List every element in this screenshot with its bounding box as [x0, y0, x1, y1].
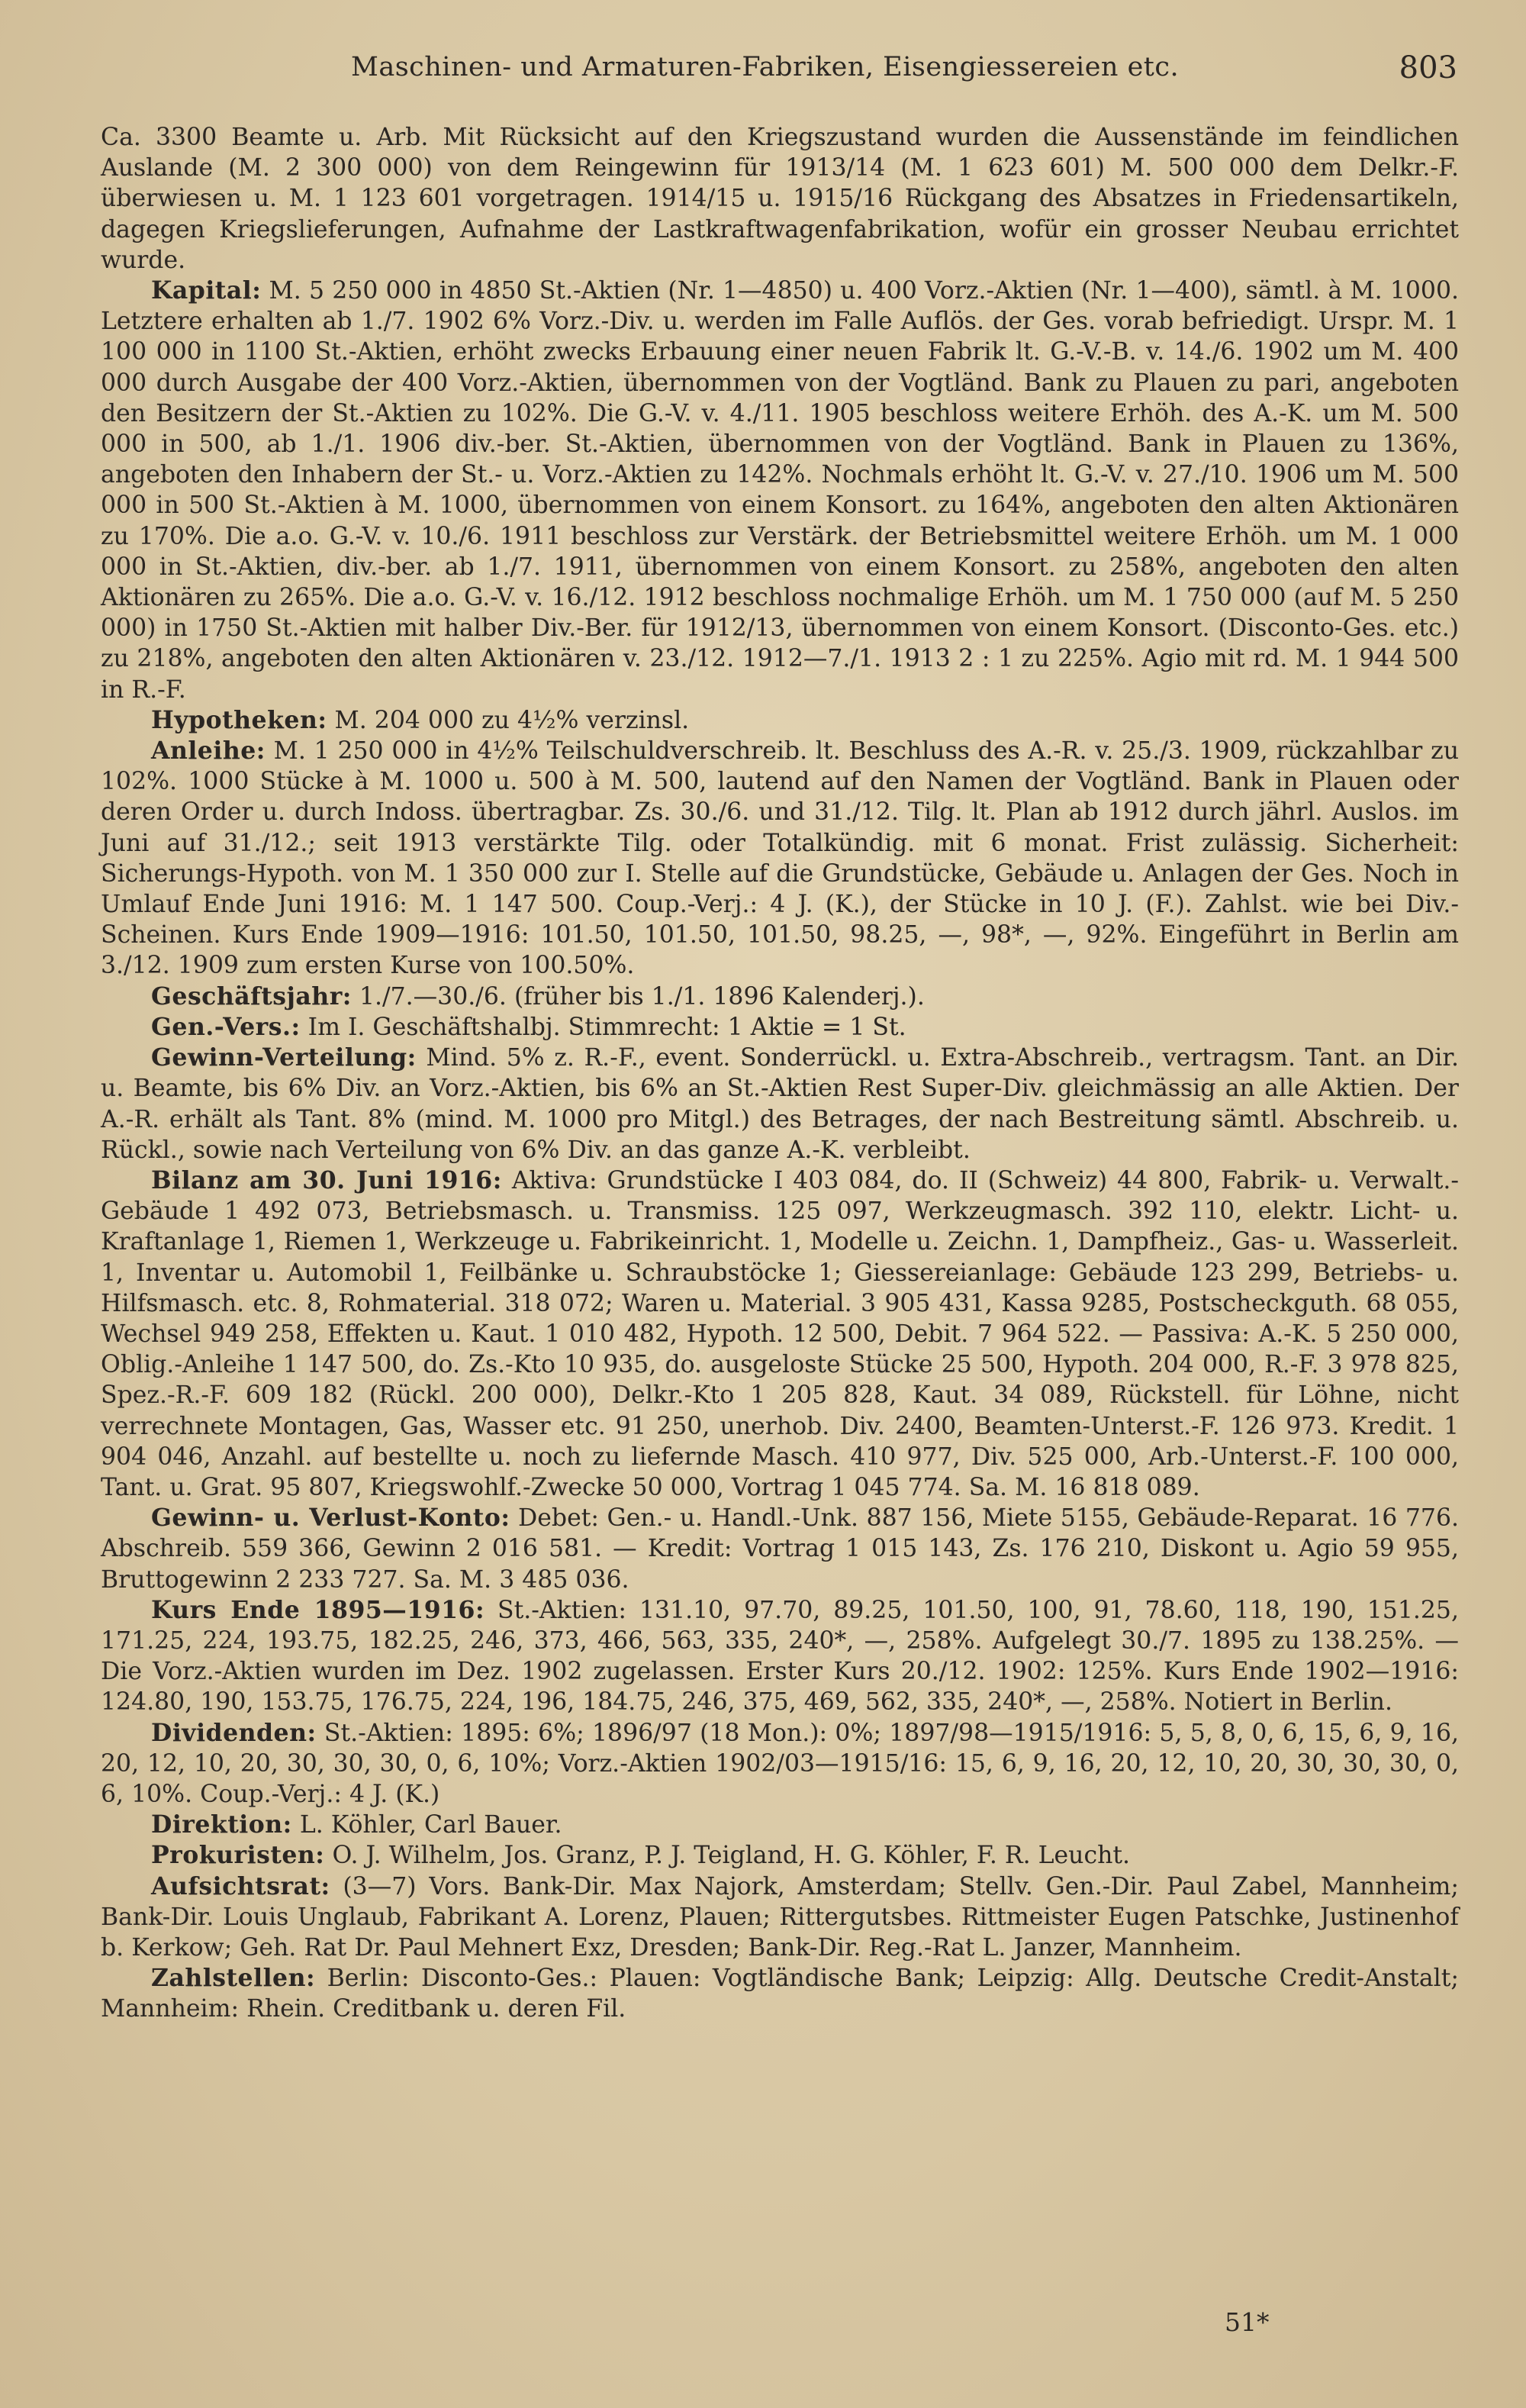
- section-gewinn-verteilung-text: Mind. 5% z. R.-F., event. Sonderrückl. u. Extra-Abschreib., vertragsm. Tant. an Dir. u. Beamte, bis 6% Div. an Vorz.-Aktien, bis 6% an St.-Aktien Rest Super-Div. gleichmässig an alle Aktien. Der A.-R. erhält als Tant. 8% (mind. M. 1000 pro Mitgl.) des Betrages, der nach Bestreitung sämtl. Abschreib. u. Rückl., sowie nach Verteilung von 6% Div. an das ganze A.-K. verbleibt.: [101, 1044, 1459, 1164]
- section-gewinn-verteilung: [101, 1043, 1459, 1165]
- intro-text: Ca. 3300 Beamte u. Arb. Mit Rücksicht auf den Kriegszustand wurden die Aussenstände im feindlichen Auslande (M. 2 300 000) von dem Reingewinn für 1913/14 (M. 1 623 601) M. 500 000 dem Delkr.-F. überwiesen u. M. 1 123 601 vorgetragen. 1914/15 u. 1915/16 Rückgang des Absatzes in Friedensartikeln, dagegen Kriegslieferungen, Aufnahme der Lastkraftwagenfabrikation, wofür ein grosser Neubau errichtet wurde.: [101, 124, 1459, 274]
- intro-paragraph: [101, 122, 1459, 276]
- section-gewinn-verteilung-label: Gewinn-Verteilung:: [151, 1043, 417, 1072]
- running-head: Maschinen- und Armaturen-Fabriken, Eisengiessereien etc.: [351, 52, 1180, 82]
- page-header: [99, 47, 1457, 93]
- section-gen-vers-text: Im I. Geschäftshalbj. Stimmrecht: 1 Aktie = 1 St.: [307, 1013, 906, 1041]
- section-prokuristen-label: Prokuristen:: [151, 1841, 325, 1870]
- section-kapital-label: Kapital:: [151, 276, 262, 305]
- section-gen-vers: [101, 1012, 1459, 1043]
- section-bilanz: [101, 1165, 1459, 1503]
- section-kapital: [101, 276, 1459, 705]
- section-geschaeftsjahr: [101, 982, 1459, 1012]
- section-dividenden: [101, 1718, 1459, 1810]
- section-aufsichtsrat: [101, 1871, 1459, 1964]
- section-dividenden-label: Dividenden:: [151, 1718, 317, 1747]
- section-anleihe-label: Anleihe:: [151, 737, 266, 766]
- section-hypotheken-text: M. 204 000 zu 4½% verzinsl.: [334, 706, 690, 734]
- section-hypotheken-label: Hypotheken:: [151, 705, 327, 734]
- section-prokuristen: [101, 1840, 1459, 1871]
- section-kurs: [101, 1595, 1459, 1718]
- section-geschaeftsjahr-text: 1./7.—30./6. (früher bis 1./1. 1896 Kalenderj.).: [359, 982, 925, 1011]
- section-gewinn-verlust-text: Debet: Gen.- u. Handl.-Unk. 887 156, Miete 5155, Gebäude-Reparat. 16 776. Abschreib. 559 366, Gewinn 2 016 581. — Kredit: Vortrag 1 015 143, Zs. 176 210, Diskont u. Agio 59 955, Bruttogewinn 2 233 727. Sa. M. 3 485 036.: [101, 1504, 1460, 1594]
- section-hypotheken: [101, 705, 1459, 736]
- section-dividenden-text: St.-Aktien: 1895: 6%; 1896/97 (18 Mon.): 0%; 1897/98—1915/1916: 5, 5, 8, 0, 6, 15, 6, 9, 16, 20, 12, 10, 20, 30, 30, 30, 0, 6, 10%; Vorz.-Aktien 1902/03—1915/16: 15, 6, 9, 16, 20, 12, 10, 20, 30, 30, 30, 0, 6, 10%. Coup.-Verj.: 4 J. (K.): [101, 1719, 1459, 1808]
- section-gewinn-verlust-label: Gewinn- u. Verlust-Konto:: [151, 1504, 510, 1533]
- section-direktion: [101, 1810, 1459, 1840]
- section-kurs-text: St.-Aktien: 131.10, 97.70, 89.25, 101.50, 100, 91, 78.60, 118, 190, 151.25, 171.25, 224, 193.75, 182.25, 246, 373, 466, 563, 335, 240*, —, 258%. Aufgelegt 30./7. 1895 zu 138.25%. — Die Vorz.-Aktien wurden im Dez. 1902 zugelassen. Erster Kurs 20./12. 1902: 125%. Kurs Ende 1902—1916: 124.80, 190, 153.75, 176.75, 224, 196, 184.75, 246, 375, 469, 562, 335, 240*, —, 258%. Notiert in Berlin.: [101, 1596, 1459, 1717]
- section-direktion-label: Direktion:: [151, 1810, 292, 1839]
- signature-mark: 51*: [1225, 2307, 1270, 2337]
- section-zahlstellen: [101, 1963, 1459, 2024]
- section-zahlstellen-text: Berlin: Disconto-Ges.: Plauen: Vogtländische Bank; Leipzig: Allg. Deutsche Credit-Anstalt; Mannheim: Rhein. Creditbank u. deren Fil.: [101, 1965, 1459, 2023]
- section-zahlstellen-label: Zahlstellen:: [151, 1964, 316, 1993]
- section-bilanz-label: Bilanz am 30. Juni 1916:: [151, 1165, 502, 1194]
- section-kurs-label: Kurs Ende 1895—1916:: [151, 1595, 485, 1624]
- section-anleihe-text: M. 1 250 000 in 4½% Teilschuldverschreib. lt. Beschluss des A.-R. v. 25./3. 1909, rückzahlbar zu 102%. 1000 Stücke à M. 1000 u. 500 à M. 500, lautend auf den Namen der Vogtländ. Bank in Plauen oder deren Order u. durch Indoss. übertragbar. Zs. 30./6. und 31./12. Tilg. lt. Plan ab 1912 durch jährl. Auslos. im Juni auf 31./12.; seit 1913 verstärkte Tilg. oder Totalkündig. mit 6 monat. Frist zulässig. Sicherheit: Sicherungs-Hypoth. von M. 1 350 000 zur I. Stelle auf die Grundstücke, Gebäude u. Anlagen der Ges. Noch in Umlauf Ende Juni 1916: M. 1 147 500. Coup.-Verj.: 4 J. (K.), der Stücke in 10 J. (F.). Zahlst. wie bei Div.-Scheinen. Kurs Ende 1909—1916: 101.50, 101.50, 101.50, 98.25, —, 98*, —, 92%. Eingeführt in Berlin am 3./12. 1909 zum ersten Kurse von 100.50%.: [101, 737, 1459, 980]
- section-aufsichtsrat-text: (3—7) Vors. Bank-Dir. Max Najork, Amsterdam; Stellv. Gen.-Dir. Paul Zabel, Mannheim; Bank-Dir. Louis Unglaub, Fabrikant A. Lorenz, Plauen; Rittergutsbes. Rittmeister Eugen Patschke, Justinenhof b. Kerkow; Geh. Rat Dr. Paul Mehnert Exz, Dresden; Bank-Dir. Reg.-Rat L. Janzer, Mannheim.: [101, 1872, 1459, 1962]
- section-gen-vers-label: Gen.-Vers.:: [151, 1012, 301, 1041]
- section-geschaeftsjahr-label: Geschäftsjahr:: [151, 982, 352, 1011]
- section-anleihe: [101, 736, 1459, 982]
- section-direktion-text: L. Köhler, Carl Bauer.: [299, 1811, 562, 1839]
- section-bilanz-text: Aktiva: Grundstücke I 403 084, do. II (Schweiz) 44 800, Fabrik- u. Verwalt.-Gebäude 1 492 073, Betriebsmasch. u. Transmiss. 125 097, Werkzeugmasch. 392 110, elektr. Licht- u. Kraftanlage 1, Riemen 1, Werkzeuge u. Fabrikeinricht. 1, Modelle u. Zeichn. 1, Dampfheiz., Gas- u. Wasserleit. 1, Inventar u. Automobil 1, Feilbänke u. Schraubstöcke 1; Giessereianlage: Gebäude 123 299, Betriebs- u. Hilfsmasch. etc. 8, Rohmaterial. 318 072; Waren u. Material. 3 905 431, Kassa 9285, Postscheckguth. 68 055, Wechsel 949 258, Effekten u. Kaut. 1 010 482, Hypoth. 12 500, Debit. 7 964 522. — Passiva: A.-K. 5 250 000, Oblig.-Anleihe 1 147 500, do. Zs.-Kto 10 935, do. ausgeloste Stücke 25 500, Hypoth. 204 000, R.-F. 3 978 825, Spez.-R.-F. 609 182 (Rückl. 200 000), Delkr.-Kto 1 205 828, Kaut. 34 089, Rückstell. für Löhne, nicht verrechnete Montagen, Gas, Wasser etc. 91 250, unerhob. Div. 2400, Beamten-Unterst.-F. 126 973. Kredit. 1 904 046, Anzahl. auf bestellte u. noch zu liefernde Masch. 410 977, Div. 525 000, Arb.-Unterst.-F. 100 000, Tant. u. Grat. 95 807, Kriegswohlf.-Zwecke 50 000, Vortrag 1 045 774. Sa. M. 16 818 089.: [101, 1166, 1460, 1501]
- section-prokuristen-text: O. J. Wilhelm, Jos. Granz, P. J. Teigland, H. G. Köhler, F. R. Leucht.: [332, 1842, 1131, 1870]
- section-aufsichtsrat-label: Aufsichtsrat:: [151, 1871, 330, 1900]
- article-body: [101, 122, 1459, 2025]
- section-gewinn-verlust: [101, 1503, 1459, 1595]
- page-number: 803: [1399, 50, 1457, 85]
- section-kapital-text: M. 5 250 000 in 4850 St.-Aktien (Nr. 1—4850) u. 400 Vorz.-Aktien (Nr. 1—400), sämtl. à M. 1000. Letztere erhalten ab 1./7. 1902 6% Vorz.-Div. u. werden im Falle Auflös. der Ges. vorab befriedigt. Urspr. M. 1 100 000 in 1100 St.-Aktien, erhöht zwecks Erbauung einer neuen Fabrik lt. G.-V.-B. v. 14./6. 1902 um M. 400 000 durch Ausgabe der 400 Vorz.-Aktien, übernommen von der Vogtländ. Bank zu Plauen zu pari, angeboten den Besitzern der St.-Aktien zu 102%. Die G.-V. v. 4./11. 1905 beschloss weitere Erhöh. des A.-K. um M. 500 000 in 500, ab 1./1. 1906 div.-ber. St.-Aktien, übernommen von der Vogtländ. Bank in Plauen zu 136%, angeboten den Inhabern der St.- u. Vorz.-Aktien zu 142%. Nochmals erhöht lt. G.-V. v. 27./10. 1906 um M. 500 000 in 500 St.-Aktien à M. 1000, übernommen von einem Konsort. zu 164%, angeboten den alten Aktionären zu 170%. Die a.o. G.-V. v. 10./6. 1911 beschloss zur Verstärk. der Betriebsmittel weitere Erhöh. um M. 1 000 000 in St.-Aktien, div.-ber. ab 1./7. 1911, übernommen von einem Konsort. zu 258%, angeboten den alten Aktionären zu 265%. Die a.o. G.-V. v. 16./12. 1912 beschloss nochmalige Erhöh. um M. 1 750 000 (auf M. 5 250 000) in 1750 St.-Aktien mit halber Div.-Ber. für 1912/13, übernommen von einem Konsort. (Disconto-Ges. etc.) zu 218%, angeboten den alten Aktionären v. 23./12. 1912—7./1. 1913 2 : 1 zu 225%. Agio mit rd. M. 1 944 500 in R.-F.: [101, 277, 1460, 704]
